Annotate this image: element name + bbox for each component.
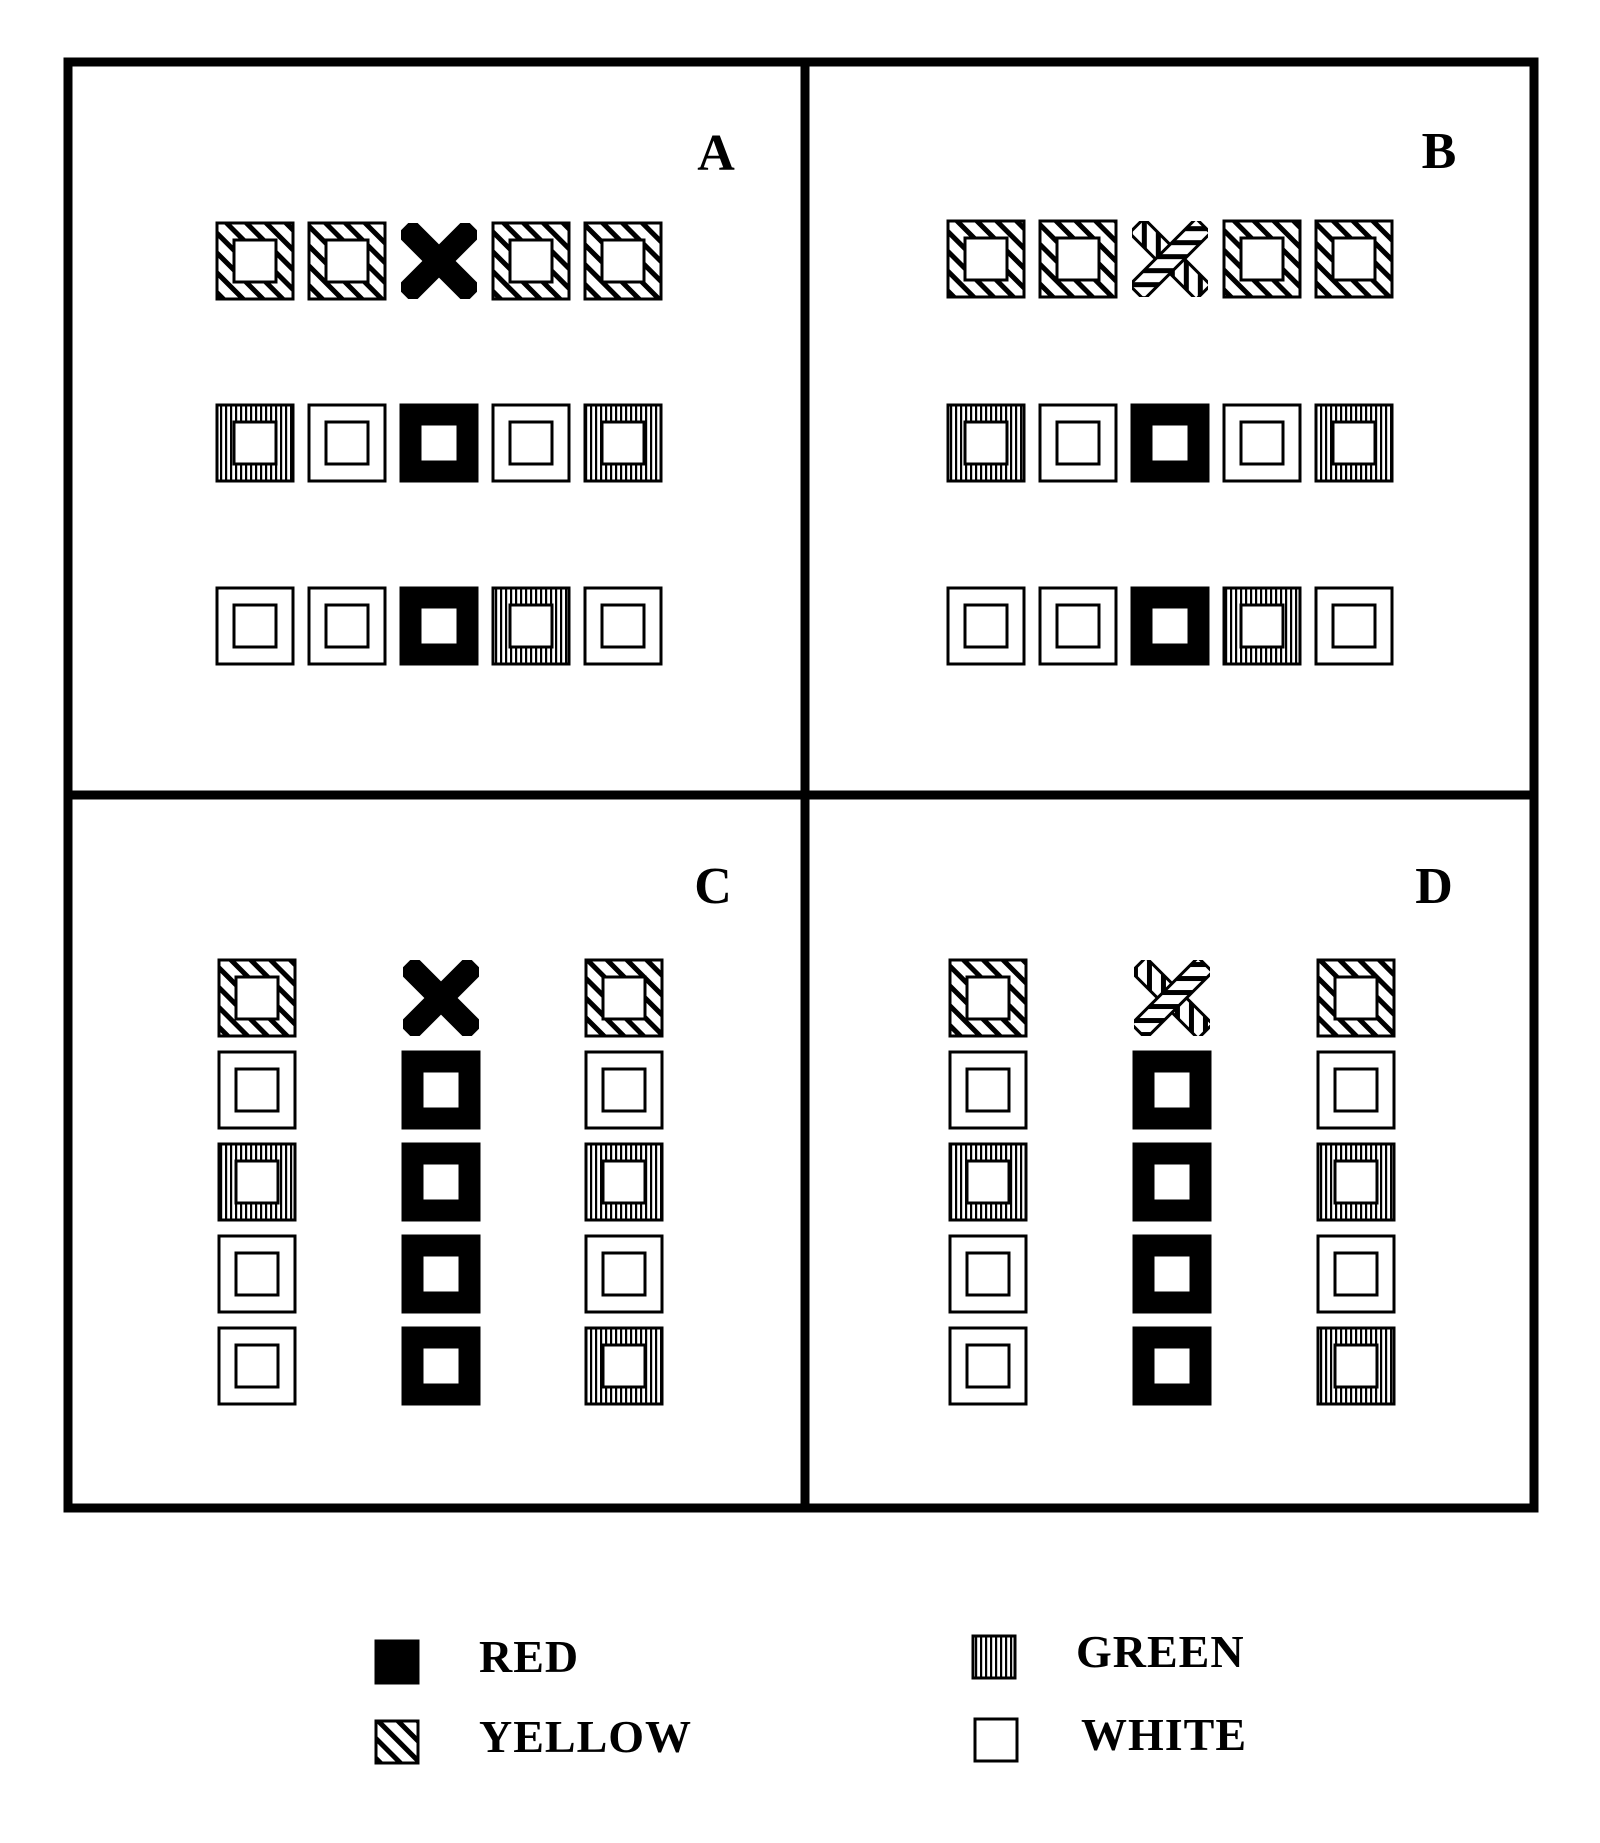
panel-label-a: A [697, 125, 735, 182]
panel-d-cell-0-3 [950, 1236, 1026, 1312]
panel-c-cells [219, 957, 662, 1404]
panel-c-cell-2-4 [586, 1328, 662, 1404]
panel-a-cell-0-3 [493, 223, 569, 299]
panel-a-cell-1-0 [217, 405, 293, 481]
panel-b-cells [948, 218, 1392, 664]
legend-label-green: GREEN [1076, 1626, 1245, 1677]
panel-c-cell-1-1 [403, 1052, 479, 1128]
panel-a-cell-1-1 [309, 405, 385, 481]
panel-b-cell-0-3 [1224, 221, 1300, 297]
panel-d-cell-1-1 [1134, 1052, 1210, 1128]
panel-d-cell-2-3 [1318, 1236, 1394, 1312]
panel-a-cell-2-2 [401, 588, 477, 664]
panel-b [948, 123, 1456, 664]
panel-a-cell-2-3 [493, 588, 569, 664]
panel-d-cell-0-4 [950, 1328, 1026, 1404]
panel-b-cell-2-3 [1224, 588, 1300, 664]
panel-a-cell-1-2 [401, 405, 477, 481]
legend-swatch-yellow [376, 1721, 418, 1763]
legend-label-white: WHITE [1081, 1709, 1248, 1760]
panel-b-cell-0-0 [948, 221, 1024, 297]
panel-a-cell-1-3 [493, 405, 569, 481]
legend-swatch-red [376, 1641, 418, 1683]
panel-d-cell-2-1 [1318, 1052, 1394, 1128]
panel-c-cell-1-2 [403, 1144, 479, 1220]
panel-d-cells [950, 957, 1394, 1404]
panel-b-cell-1-1 [1040, 405, 1116, 481]
panel-b-cell-1-0 [948, 405, 1024, 481]
panel-label-d: D [1415, 858, 1453, 915]
panel-c-cell-2-3 [586, 1236, 662, 1312]
panel-a-cells [217, 220, 661, 664]
panel-b-cell-2-2 [1132, 588, 1208, 664]
panel-d [950, 858, 1453, 1404]
panel-d-cell-1-4 [1134, 1328, 1210, 1404]
legend-swatch-green [973, 1636, 1015, 1678]
legend-label-red: RED [479, 1631, 580, 1682]
panel-c-cell-1-3 [403, 1236, 479, 1312]
panel-b-cell-0-4 [1316, 221, 1392, 297]
panel-a-cell-2-1 [309, 588, 385, 664]
panel-d-cell-2-2 [1318, 1144, 1394, 1220]
panel-label-c: C [694, 858, 732, 915]
panel-d-cell-1-0 [1131, 957, 1212, 1038]
panel-d-cell-0-0 [950, 960, 1026, 1036]
panel-a-cell-0-1 [309, 223, 385, 299]
panel-c-cell-2-0 [586, 960, 662, 1036]
panel-c [219, 858, 732, 1404]
panel-b-cell-1-4 [1316, 405, 1392, 481]
panel-d-cell-1-3 [1134, 1236, 1210, 1312]
panel-c-cell-1-4 [403, 1328, 479, 1404]
panel-d-cell-1-2 [1134, 1144, 1210, 1220]
panel-c-cell-0-0 [219, 960, 295, 1036]
panel-label-b: B [1421, 123, 1457, 180]
panel-d-cell-0-1 [950, 1052, 1026, 1128]
panel-c-cell-2-1 [586, 1052, 662, 1128]
panel-b-cell-0-2 [1129, 218, 1210, 299]
panel-b-cell-1-3 [1224, 405, 1300, 481]
panel-c-cell-0-4 [219, 1328, 295, 1404]
panel-c-cell-0-2 [219, 1144, 295, 1220]
legend-swatch-white [975, 1719, 1017, 1761]
legend-swatches [376, 1636, 1017, 1763]
panel-a-cell-2-4 [585, 588, 661, 664]
panel-a-cell-2-0 [217, 588, 293, 664]
panel-a-cell-1-4 [585, 405, 661, 481]
panel-b-cell-2-0 [948, 588, 1024, 664]
panel-b-cell-1-2 [1132, 405, 1208, 481]
panel-a-cell-0-4 [585, 223, 661, 299]
panel-a [217, 125, 735, 664]
panel-c-cell-0-1 [219, 1052, 295, 1128]
panel-a-cell-0-2 [398, 220, 479, 301]
panel-b-cell-2-4 [1316, 588, 1392, 664]
panel-b-cell-0-1 [1040, 221, 1116, 297]
panel-b-cell-2-1 [1040, 588, 1116, 664]
panel-c-cell-1-0 [400, 957, 481, 1038]
panel-d-cell-2-4 [1318, 1328, 1394, 1404]
legend-label-yellow: YELLOW [479, 1711, 693, 1762]
panel-d-cell-2-0 [1318, 960, 1394, 1036]
panel-d-cell-0-2 [950, 1144, 1026, 1220]
panel-c-cell-0-3 [219, 1236, 295, 1312]
panel-c-cell-2-2 [586, 1144, 662, 1220]
panel-a-cell-0-0 [217, 223, 293, 299]
